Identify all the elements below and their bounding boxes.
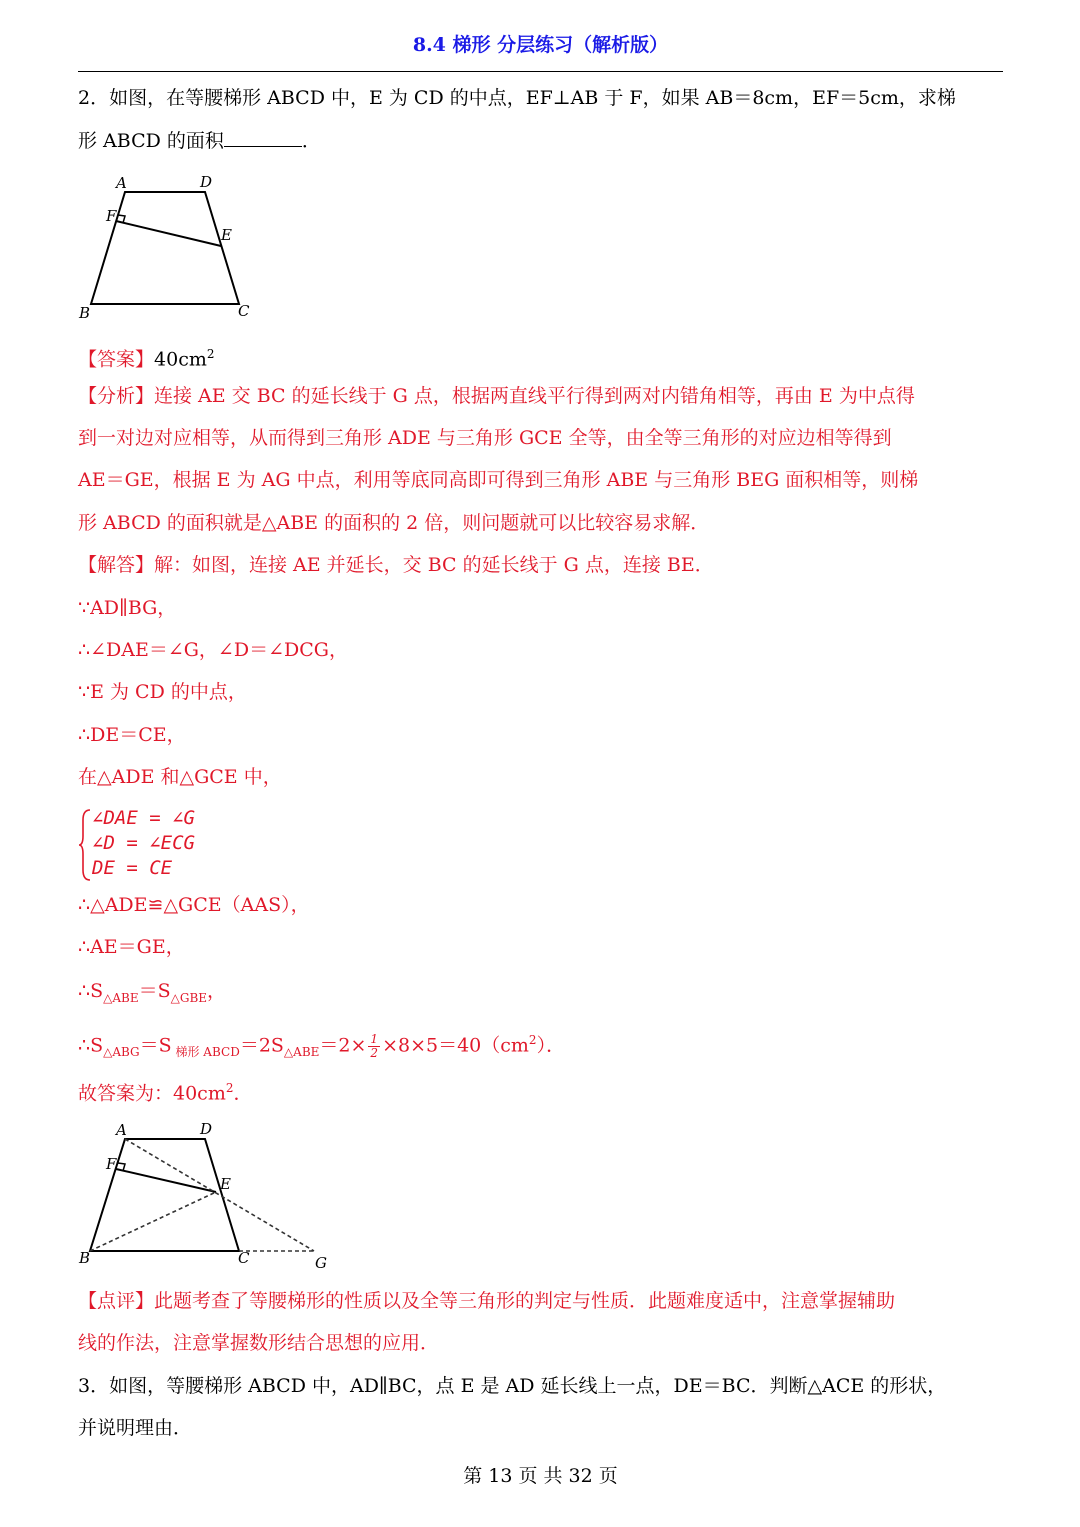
solution-step-1: ∵AD∥BG，: [78, 597, 177, 619]
question-2-line-2-text: 形 ABCD 的面积: [78, 130, 224, 152]
analysis-tag: 【分析】: [78, 385, 155, 407]
area2-part-b: ＝S: [139, 1034, 172, 1057]
equation-system-lines: [92, 806, 195, 881]
label-d: D: [200, 173, 213, 191]
solution-line-1: [78, 551, 714, 579]
trapezoid-figure-2: [78, 1116, 338, 1274]
solution-step-2: ∴∠DAE＝∠G，∠D＝∠DCG，: [78, 639, 348, 661]
area2-superscript: 2: [528, 1033, 537, 1047]
area2-sub-1: △ABG: [103, 1045, 140, 1060]
area2-part-d: ＝2×: [319, 1034, 367, 1057]
equation-1: ∠DAE = ∠G: [92, 807, 195, 829]
equation-3: DE = CE: [92, 857, 173, 879]
question-3-line-2: 并说明理由．: [78, 1417, 193, 1439]
comment-text-1: 此题考查了等腰梯形的性质以及全等三角形的判定与性质．此题难度适中，注意掌握辅助: [154, 1290, 896, 1312]
label-b-2: B: [79, 1249, 91, 1267]
segment-fe-2: [116, 1169, 216, 1192]
label-f-2: F: [106, 1155, 117, 1173]
label-a: A: [116, 174, 127, 192]
analysis-text-1: 连接 AE 交 BC 的延长线于 G 点，根据两直线平行得到两对内错角相等，再由 E 为中点得: [154, 385, 915, 407]
page-footer: 第 13 页 共 32 页: [463, 1465, 618, 1487]
question-2-line-1: 2．如图，在等腰梯形 ABCD 中，E 为 CD 的中点，EF⊥AB 于 F，如果 AB＝8cm，EF＝5cm，求梯: [78, 87, 956, 109]
label-g-2: G: [315, 1254, 327, 1272]
label-b: B: [79, 304, 91, 322]
solution-ae-ge: ∴AE＝GE，: [78, 936, 185, 958]
fraction-denominator: 2: [370, 1045, 379, 1060]
comment-line-1: [78, 1287, 895, 1315]
label-f: F: [106, 207, 117, 225]
equation-2: ∠D = ∠ECG: [92, 832, 195, 854]
area1-part-b: ＝S: [138, 980, 171, 1002]
analysis-line-3: AE＝GE，根据 E 为 AG 中点，利用等底同高即可得到三角形 ABE 与三角形 BEG 面积相等，则梯: [78, 469, 919, 491]
trapezoid-figure-1: [78, 170, 258, 322]
question-2-line-2-end: ．: [301, 130, 321, 152]
solution-final-answer: [78, 1074, 253, 1107]
answer-blank: [224, 128, 302, 147]
solution-tag: 【解答】: [78, 554, 155, 576]
question-2-line-2: [78, 127, 321, 155]
solution-congruence: ∴△ADE≌△GCE（AAS），: [78, 894, 310, 916]
label-d-2: D: [200, 1120, 213, 1138]
area2-part-a: ∴S: [78, 1034, 104, 1057]
final-answer-end: ．: [233, 1082, 253, 1105]
final-answer-superscript: 2: [225, 1081, 234, 1095]
area2-sub-2: 梯形 ABCD: [171, 1045, 240, 1060]
question-3-line-1: 3．如图，等腰梯形 ABCD 中，AD∥BC，点 E 是 AD 延长线上一点，DE＝BC．判断△ACE 的形状，: [78, 1375, 947, 1397]
analysis-line-4: 形 ABCD 的面积就是△ABE 的面积的 2 倍，则问题就可以比较容易求解．: [78, 512, 710, 534]
solution-step-5: 在△ADE 和△GCE 中，: [78, 766, 282, 788]
area2-part-e: ×8×5＝40（cm: [382, 1034, 529, 1057]
analysis-line-1: [78, 382, 915, 410]
solution-step-4: ∴DE＝CE，: [78, 724, 186, 746]
page-header-title: 8.4 梯形 分层练习（解析版）: [412, 34, 669, 56]
solution-area-1: [78, 977, 226, 1012]
solution-intro: 解：如图，连接 AE 并延长，交 BC 的延长线于 G 点，连接 BE．: [154, 554, 714, 576]
area1-sub-1: △ABE: [103, 990, 139, 1005]
equation-system: [78, 806, 278, 882]
dashed-be: [90, 1192, 216, 1251]
analysis-line-2: 到一对边对应相等，从而得到三角形 ADE 与三角形 GCE 全等，由全等三角形的对应边相等得到: [78, 427, 892, 449]
fraction-numerator: 1: [370, 1031, 379, 1046]
label-e-2: E: [220, 1175, 231, 1193]
area1-part-c: ，: [207, 980, 227, 1002]
header-divider: [78, 71, 1003, 72]
final-answer-text: 故答案为：40cm: [78, 1082, 226, 1105]
comment-line-2: 线的作法，注意掌握数形结合思想的应用．: [78, 1332, 440, 1354]
label-e: E: [221, 226, 232, 244]
solution-step-3: ∵E 为 CD 的中点，: [78, 681, 247, 703]
area2-part-f: ）．: [536, 1034, 566, 1057]
answer-value: 40cm: [154, 348, 207, 371]
fraction-one-half: [368, 1033, 380, 1060]
area1-sub-2: △GBE: [170, 990, 208, 1005]
segment-fe: [116, 221, 221, 246]
answer-superscript: 2: [206, 347, 215, 361]
area2-part-c: ＝2S: [239, 1034, 284, 1057]
area1-part-a: ∴S: [78, 980, 104, 1002]
area2-sub-3: △ABE: [283, 1045, 320, 1060]
answer-tag: 【答案】: [78, 348, 155, 371]
dashed-ag: [125, 1139, 314, 1251]
label-c-2: C: [238, 1249, 250, 1267]
label-a-2: A: [116, 1121, 127, 1139]
answer-line: [78, 340, 215, 373]
comment-tag: 【点评】: [78, 1290, 155, 1312]
left-brace-icon: [78, 808, 92, 882]
label-c: C: [238, 302, 250, 320]
solution-area-2: [78, 1026, 565, 1066]
